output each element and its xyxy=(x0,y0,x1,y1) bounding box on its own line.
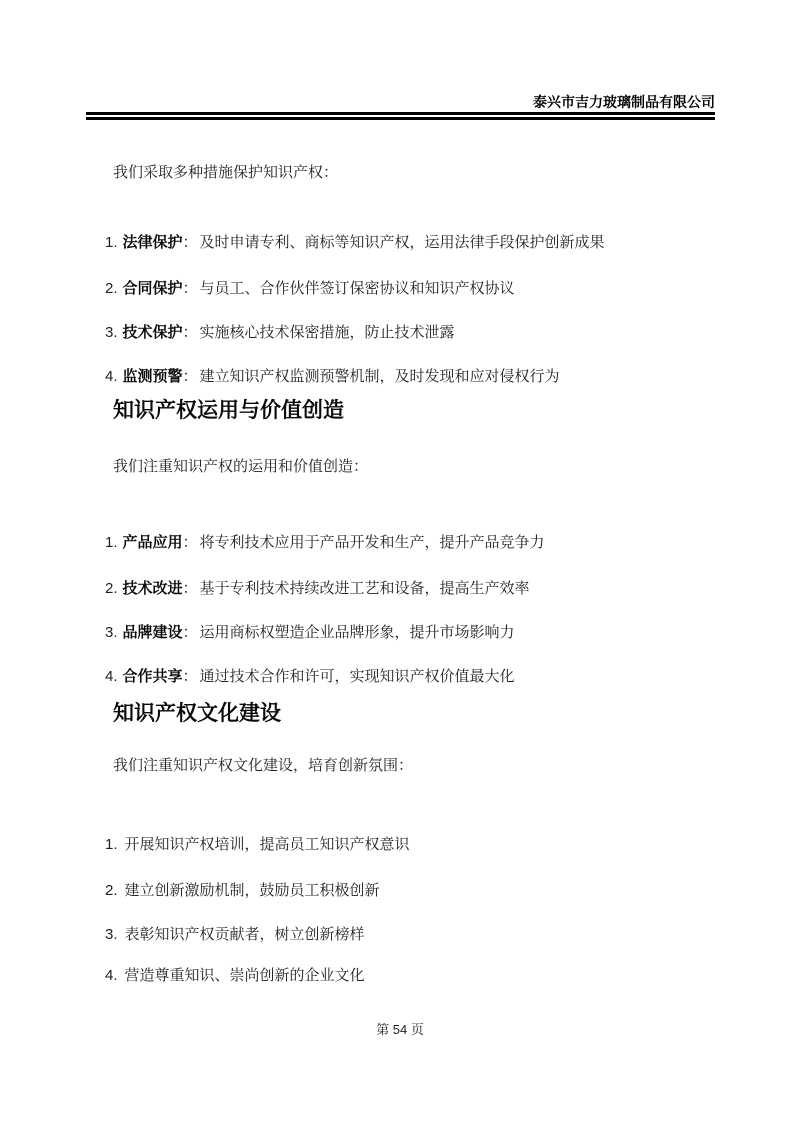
list-item-text: 运用商标权塑造企业品牌形象，提升市场影响力 xyxy=(199,624,515,641)
list-item-label: 监测预警 xyxy=(122,368,183,385)
list-item-text: 建立创新激励机制，鼓励员工积极创新 xyxy=(124,882,380,899)
list-item-number: 2. xyxy=(105,580,118,597)
header-company-name: 泰兴市吉力玻璃制品有限公司 xyxy=(533,94,715,110)
list-item-colon: ： xyxy=(182,668,198,685)
section3-list-item-1 xyxy=(105,836,410,853)
list-item-label: 法律保护 xyxy=(122,234,183,251)
list-item-colon: ： xyxy=(182,324,198,341)
list-item-number: 1. xyxy=(105,534,118,551)
section1-list-item-3 xyxy=(105,324,455,341)
section3-list-item-2 xyxy=(105,882,380,899)
list-item-number: 2. xyxy=(105,882,118,899)
section2-list-item-3 xyxy=(105,624,515,641)
list-item-number: 3. xyxy=(105,926,118,943)
section2-intro: 我们注重知识产权的运用和价值创造： xyxy=(113,458,369,475)
section3-heading: 知识产权文化建设 xyxy=(113,702,281,725)
list-item-label: 合同保护 xyxy=(122,280,183,297)
list-item-label: 技术改进 xyxy=(122,580,183,597)
list-item-number: 4. xyxy=(105,368,118,385)
list-item-text: 表彰知识产权贡献者，树立创新榜样 xyxy=(124,926,365,943)
section2-list-item-1 xyxy=(105,534,545,551)
section3-intro: 我们注重知识产权文化建设，培育创新氛围： xyxy=(113,757,414,774)
list-item-text: 基于专利技术持续改进工艺和设备，提高生产效率 xyxy=(199,580,530,597)
list-item-label: 品牌建设 xyxy=(122,624,183,641)
list-item-number: 3. xyxy=(105,624,118,641)
list-item-colon: ： xyxy=(182,368,198,385)
list-item-text: 建立知识产权监测预警机制，及时发现和应对侵权行为 xyxy=(199,368,560,385)
list-item-colon: ： xyxy=(182,624,198,641)
list-item-colon: ： xyxy=(182,280,198,297)
list-item-label: 产品应用 xyxy=(122,534,183,551)
list-item-text: 实施核心技术保密措施，防止技术泄露 xyxy=(199,324,455,341)
section1-list-item-2 xyxy=(105,280,515,297)
section2-list-item-4 xyxy=(105,668,515,685)
list-item-colon: ： xyxy=(182,234,198,251)
list-item-label: 合作共享 xyxy=(122,668,183,685)
list-item-number: 3. xyxy=(105,324,118,341)
list-item-colon: ： xyxy=(182,534,198,551)
section1-list-item-4 xyxy=(105,368,560,385)
section1-list-item-1 xyxy=(105,234,605,251)
section3-list-item-3 xyxy=(105,926,365,943)
section2-list-item-2 xyxy=(105,580,530,597)
list-item-text: 营造尊重知识、崇尚创新的企业文化 xyxy=(124,967,365,984)
list-item-label: 技术保护 xyxy=(122,324,183,341)
section2-heading: 知识产权运用与价值创造 xyxy=(113,399,344,422)
list-item-text: 及时申请专利、商标等知识产权，运用法律手段保护创新成果 xyxy=(199,234,605,251)
section1-intro: 我们采取多种措施保护知识产权： xyxy=(113,164,339,181)
list-item-colon: ： xyxy=(182,580,198,597)
page-number-label: 第 54 页 xyxy=(376,1022,424,1037)
header-rule xyxy=(86,112,715,120)
list-item-number: 2. xyxy=(105,280,118,297)
page-footer xyxy=(0,1022,800,1038)
section3-list-item-4 xyxy=(105,967,365,984)
list-item-text: 将专利技术应用于产品开发和生产，提升产品竞争力 xyxy=(199,534,545,551)
list-item-text: 开展知识产权培训，提高员工知识产权意识 xyxy=(124,836,410,853)
list-item-number: 4. xyxy=(105,967,118,984)
list-item-number: 4. xyxy=(105,668,118,685)
list-item-number: 1. xyxy=(105,234,118,251)
list-item-text: 通过技术合作和许可，实现知识产权价值最大化 xyxy=(199,668,515,685)
list-item-text: 与员工、合作伙伴签订保密协议和知识产权协议 xyxy=(199,280,515,297)
list-item-number: 1. xyxy=(105,836,118,853)
